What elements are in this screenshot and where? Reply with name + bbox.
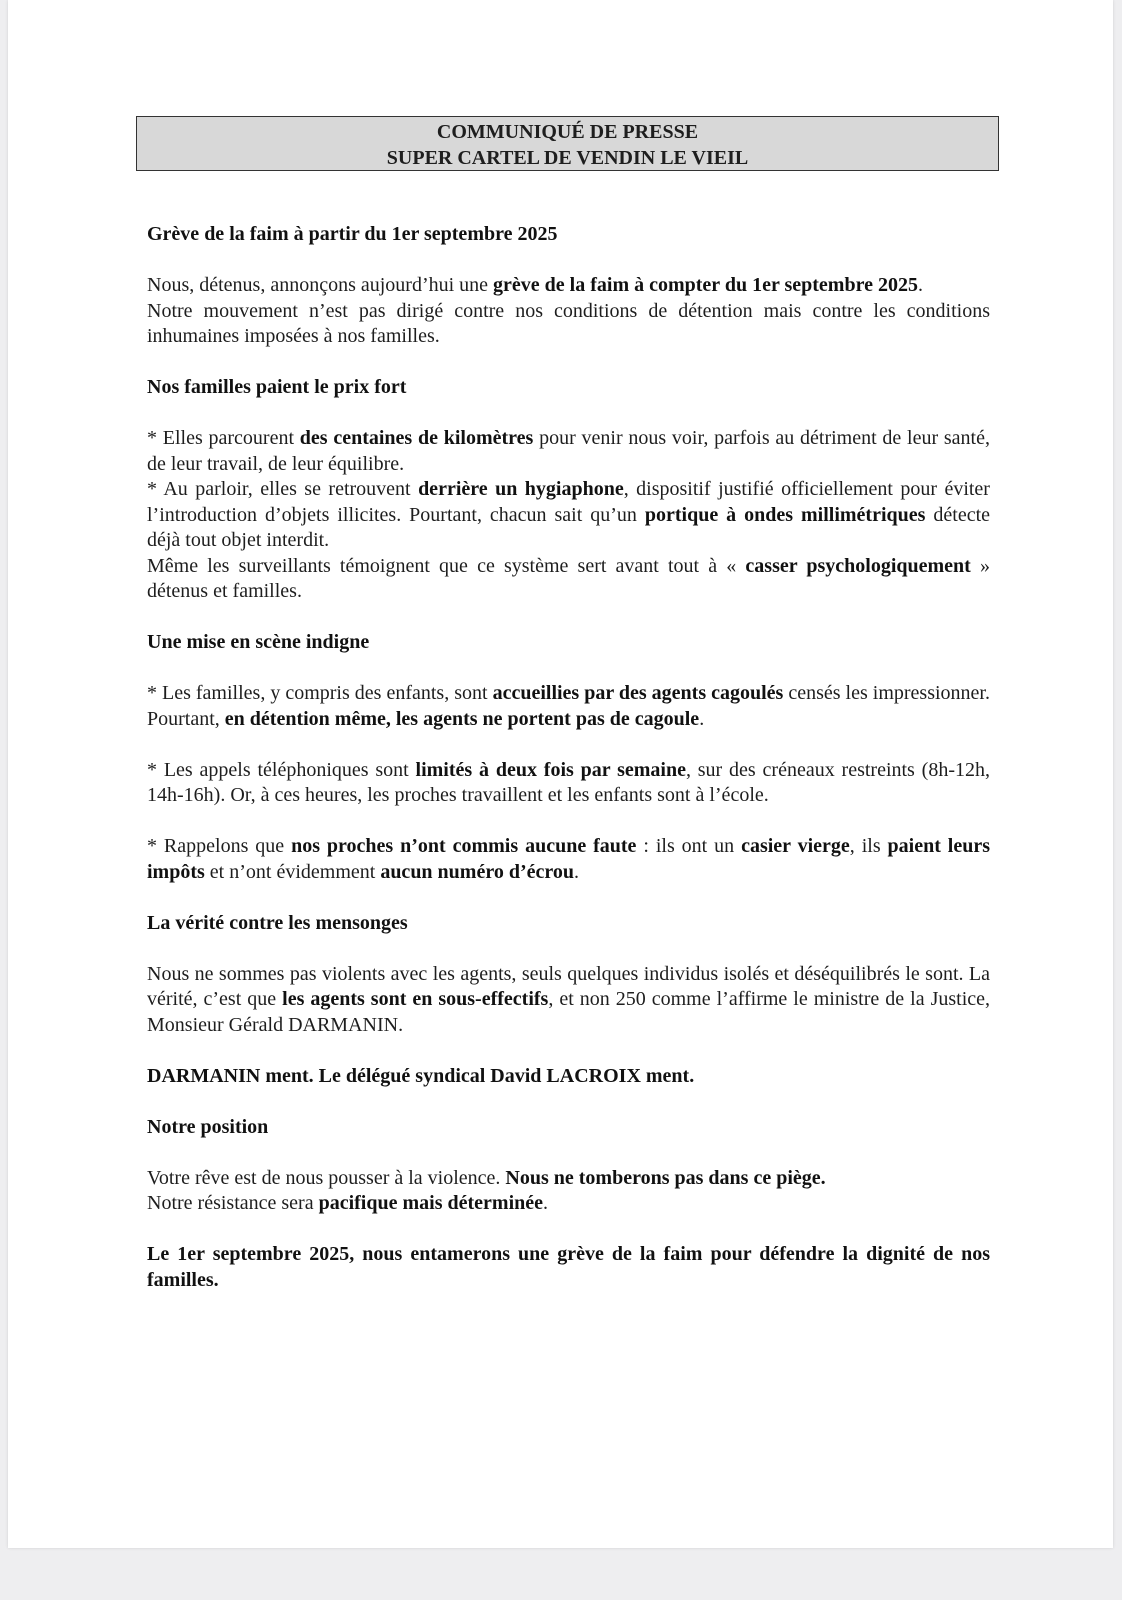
truth-statement: DARMANIN ment. Le délégué syndical David LACROIX ment. — [147, 1064, 695, 1087]
truth-paragraph: Nous ne sommes pas violents avec les agents, seuls quelques individus isolés et déséquilibrés le sont. La vérité, c’est que les agents sont en sous-effectifs, et non 250 comme l’affirme le ministre de la Justice, Monsieur Gérald DARMANIN. — [147, 962, 991, 1036]
closing-statement: Le 1er septembre 2025, nous entamerons une grève de la faim pour défendre la dignité de nos familles. — [147, 1243, 990, 1291]
press-release-header — [136, 116, 999, 171]
document-page — [8, 0, 1113, 1548]
header-line-1: COMMUNIQUÉ DE PRESSE — [436, 121, 699, 143]
families-paragraph-3: Même les surveillants témoignent que ce système sert avant tout à « casser psychologiquement » détenus et familles. — [147, 554, 990, 602]
section-heading-position: Notre position — [147, 1115, 269, 1138]
section-heading-families: Nos familles paient le prix fort — [147, 376, 407, 398]
document-body — [147, 222, 990, 1293]
section-heading-hunger-strike: Grève de la faim à partir du 1er septembre 2025 — [147, 223, 558, 245]
header-line-2: SUPER CARTEL DE VENDIN LE VIEIL — [386, 147, 749, 169]
staging-bullet-3: * Rappelons que nos proches n’ont commis aucune faute : ils ont un casier vierge, ils paient leurs impôts et n’ont évidemment aucun numéro d’écrou. — [147, 835, 991, 883]
families-bullet-1: * Elles parcourent des centaines de kilomètres pour venir nous voir, parfois au détriment de leur santé, de leur travail, de leur équilibre. — [147, 427, 990, 475]
families-bullet-2: * Au parloir, elles se retrouvent derrière un hygiaphone, dispositif justifié officiellement pour éviter l’introduction d’objets illicites. Pourtant, chacun sait qu’un portique à ondes millimétriques détecte déjà tout objet interdit. — [147, 478, 991, 551]
staging-bullet-2: * Les appels téléphoniques sont limités à deux fois par semaine, sur des créneaux restreints (8h-12h, 14h-16h). Or, à ces heures, les proches travaillent et les enfants sont à l’école. — [147, 758, 990, 806]
intro-paragraph: Nous, détenus, annonçons aujourd’hui une grève de la faim à compter du 1er septembre 2025. — [147, 274, 923, 296]
section-heading-staging: Une mise en scène indigne — [147, 631, 370, 653]
intro-paragraph-2: Notre mouvement n’est pas dirigé contre nos conditions de détention mais contre les conditions inhumaines imposées à nos familles. — [147, 299, 990, 347]
section-heading-truth: La vérité contre les mensonges — [147, 911, 408, 934]
position-line-2: Notre résistance sera pacifique mais déterminée. — [147, 1192, 548, 1214]
staging-bullet-1: * Les familles, y compris des enfants, sont accueillies par des agents cagoulés censés les impressionner. Pourtant, en détention même, les agents ne portent pas de cagoule. — [147, 682, 990, 730]
position-line-1: Votre rêve est de nous pousser à la violence. Nous ne tomberons pas dans ce piège. — [147, 1166, 826, 1189]
